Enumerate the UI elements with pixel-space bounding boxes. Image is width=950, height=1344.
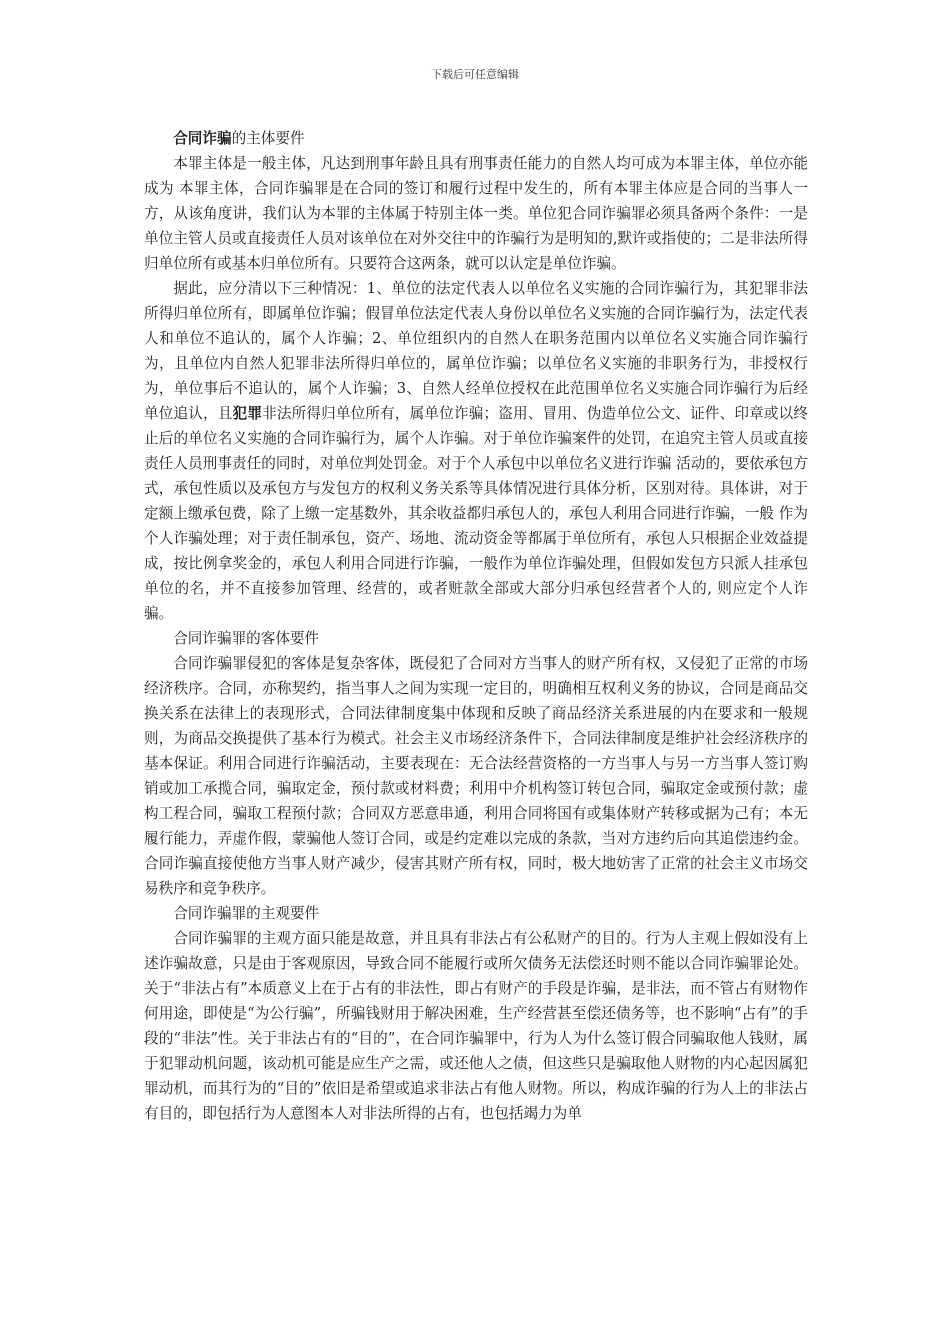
document-body (144, 126, 808, 1126)
paragraph-subject-2-part2: 非法所得归单位所有，属单位诈骗；盗用、冒用、伪造单位公文、证件、印章或以终止后的单位名义实施的合同诈骗行为，属个人诈骗。对于单位诈骗案件的处罚，在追究主管人员或直接责任人员刑事责任的同时，对单位判处罚金。对于个人承包中以单位名义进行诈骗 活动的，要依承包方式，承包性质以及承包方与发包方的权利义务关系等具体情况进行具体分析，区别对待。具体讲，对于定额上缴承包费，除了上缴一定基数外，其余收益都归承包人的，承包人利用合同进行诈骗，一般 作为个人诈骗处理；对于责任制承包，资产、场地、流动资金等都属于单位所有，承包人只根据企业效益提成，按比例拿奖金的，承包人利用合同进行诈骗，一般作为单位诈骗处理，但假如发包方只派人挂承包单位的名，并不直接参加管理、经营的，或者赃款全部或大部分归承包经营者个人的, 则应定个人诈骗。 (144, 405, 808, 622)
section-heading-object: 合同诈骗罪的客体要件 (173, 630, 320, 647)
paragraph-subject-1: 本罪主体是一般主体，凡达到刑事年龄且具有刑事责任能力的自然人均可成为本罪主体，单位亦能成为 本罪主体，合同诈骗罪是在合同的签订和履行过程中发生的，所有本罪主体应是合同的当事人一方，从该角度讲，我们认为本罪的主体属于特别主体一类。单位犯合同诈骗罪必须具备两个条件：一是单位主管人员或直接责任人员对该单位在对外交往中的诈骗行为是明知的,默许或指使的；二是非法所得归单位所有或基本归单位所有。只要符合这两条，就可以认定是单位诈骗。 (144, 155, 808, 272)
heading-rest: 的主体要件 (231, 130, 305, 147)
paragraph-subject-2 (144, 276, 808, 626)
paragraph-subject-2-part1: 据此，应分清以下三种情况：1、单位的法定代表人以单位名义实施的合同诈骗行为，其犯罪非法所得归单位所有，即属单位诈骗；假冒单位法定代表人身份以单位名义实施的合同诈骗行为，法定代表人和单位不追认的，属个人诈骗；2、单位组织内的自然人在职务范围内以单位名义实施合同诈骗行为，且单位内自然人犯罪非法所得归单位的，属单位诈骗；以单位名义实施的非职务行为，非授权行为，单位事后不追认的，属个人诈骗；3、自然人经单位授权在此范围单位名义实施合同诈骗行为后经单位追认，且 (144, 280, 808, 422)
heading-bold-term: 合同诈骗 (173, 130, 232, 147)
section-heading-subject (144, 126, 808, 151)
paragraph-subject-2-bold: 犯罪 (232, 405, 263, 422)
paragraph-object: 合同诈骗罪侵犯的客体是复杂客体，既侵犯了合同对方当事人的财产所有权，又侵犯了正常的市场经济秩序。合同，亦称契约，指当事人之间为实现一定目的，明确相互权利义务的协议，合同是商品交换关系在法律上的表现形式，合同法律制度集中体现和反映了商品经济关系进展的内在要求和一般规则，为商品交换提供了基本行为模式。社会主义市场经济条件下，合同法律制度是维护社会经济秩序的基本保证。利用合同进行诈骗活动，主要表现在：无合法经营资格的一方当事人与另一方当事人签订购销或加工承揽合同，骗取定金，预付款或材料费；利用中介机构签订转包合同，骗取定金或预付款；虚构工程合同，骗取工程预付款；合同双方恶意串通，利用合同将国有或集体财产转移或据为己有；本无履行能力，弄虚作假，蒙骗他人签订合同，或是约定难以完成的条款，当对方违约后向其追偿违约金。合同诈骗直接使他方当事人财产减少，侵害其财产所有权，同时，极大地妨害了正常的社会主义市场交易秩序和竞争秩序。 (144, 655, 808, 897)
page-header: 下载后可任意编辑 (431, 68, 519, 81)
paragraph-subjective: 合同诈骗罪的主观方面只能是故意，并且具有非法占有公私财产的目的。行为人主观上假如没有上述诈骗故意，只是由于客观原因，导致合同不能履行或所欠债务无法偿还时则不能以合同诈骗罪论处。关于“非法占有”本质意义上在于占有的非法性，即占有财产的手段是诈骗，是非法，而不管占有财物作何用途，即使是“为公行骗”，所骗钱财用于解决困难，生产经营甚至偿还债务等，也不影响“占有”的手段的“非法”性。关于非法占有的“目的”，在合同诈骗罪中，行为人为什么签订假合同骗取他人钱财，属于犯罪动机问题，该动机可能是应生产之需，或还他人之债，但这些只是骗取他人财物的内心起因属犯罪动机，而其行为的“目的”依旧是希望或追求非法占有他人财物。所以，构成诈骗的行为人上的非法占有目的，即包括行为人意图本人对非法所得的占有，也包括竭力为单 (144, 930, 808, 1122)
section-heading-subjective: 合同诈骗罪的主观要件 (173, 905, 320, 922)
